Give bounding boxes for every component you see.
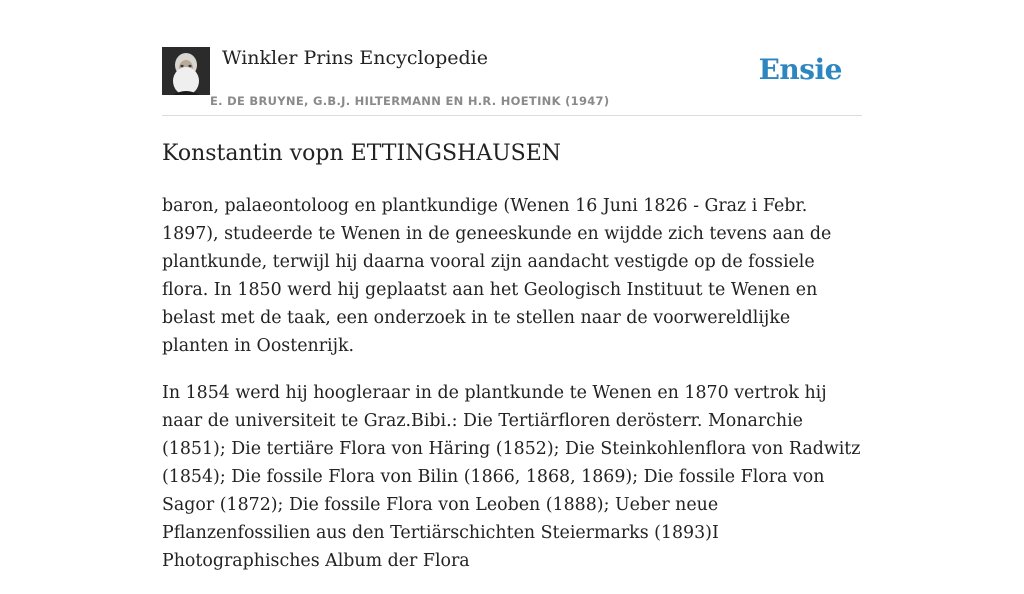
portrait-image <box>162 47 210 95</box>
authors-line: E. DE BRUYNE, G.B.J. HILTERMANN EN H.R. HOETINK (1947) <box>210 94 610 108</box>
site-title[interactable]: Winkler Prins Encyclopedie <box>222 47 488 69</box>
article-paragraph: In 1854 werd hij hoogleraar in de plantkunde te Wenen en 1870 vertrok hij naar de universiteit te Graz.Bibi.: Die Tertiärfloren derösterr. Monarchie (1851); Die tertiäre Flora von Häring (1852); Die Steinkohlenflora von Radwitz (1854); Die fossile Flora von Bilin (1866, 1868, 1869); Die fossile Flora von Sagor (1872); Die fossile Flora von Leoben (1888); Ueber neue Pflanzenfossilien aus den Tertiärschichten Steiermarks (1893)I Photographisches Album der Flora <box>162 383 861 571</box>
article-body <box>162 192 862 594</box>
brand-logo-link[interactable]: Ensie <box>758 53 842 86</box>
site-header <box>162 0 862 116</box>
author-avatar <box>162 47 210 95</box>
page-container <box>162 0 862 571</box>
article-title: Konstantin vopn ETTINGSHAUSEN <box>162 141 562 166</box>
article-paragraph: baron, palaeontoloog en plantkundige (Wenen 16 Juni 1826 - Graz i Febr. 1897), studeerde te Wenen in de geneeskunde en wijdde zich tevens aan de plantkunde, terwijl hij daarna vooral zijn aandacht vestigde op de fossiele flora. In 1850 werd hij geplaatst aan het Geologisch Instituut te Wenen en belast met de taak, een onderzoek in te stellen naar de voorwereldlijke planten in Oostenrijk. <box>162 196 832 356</box>
